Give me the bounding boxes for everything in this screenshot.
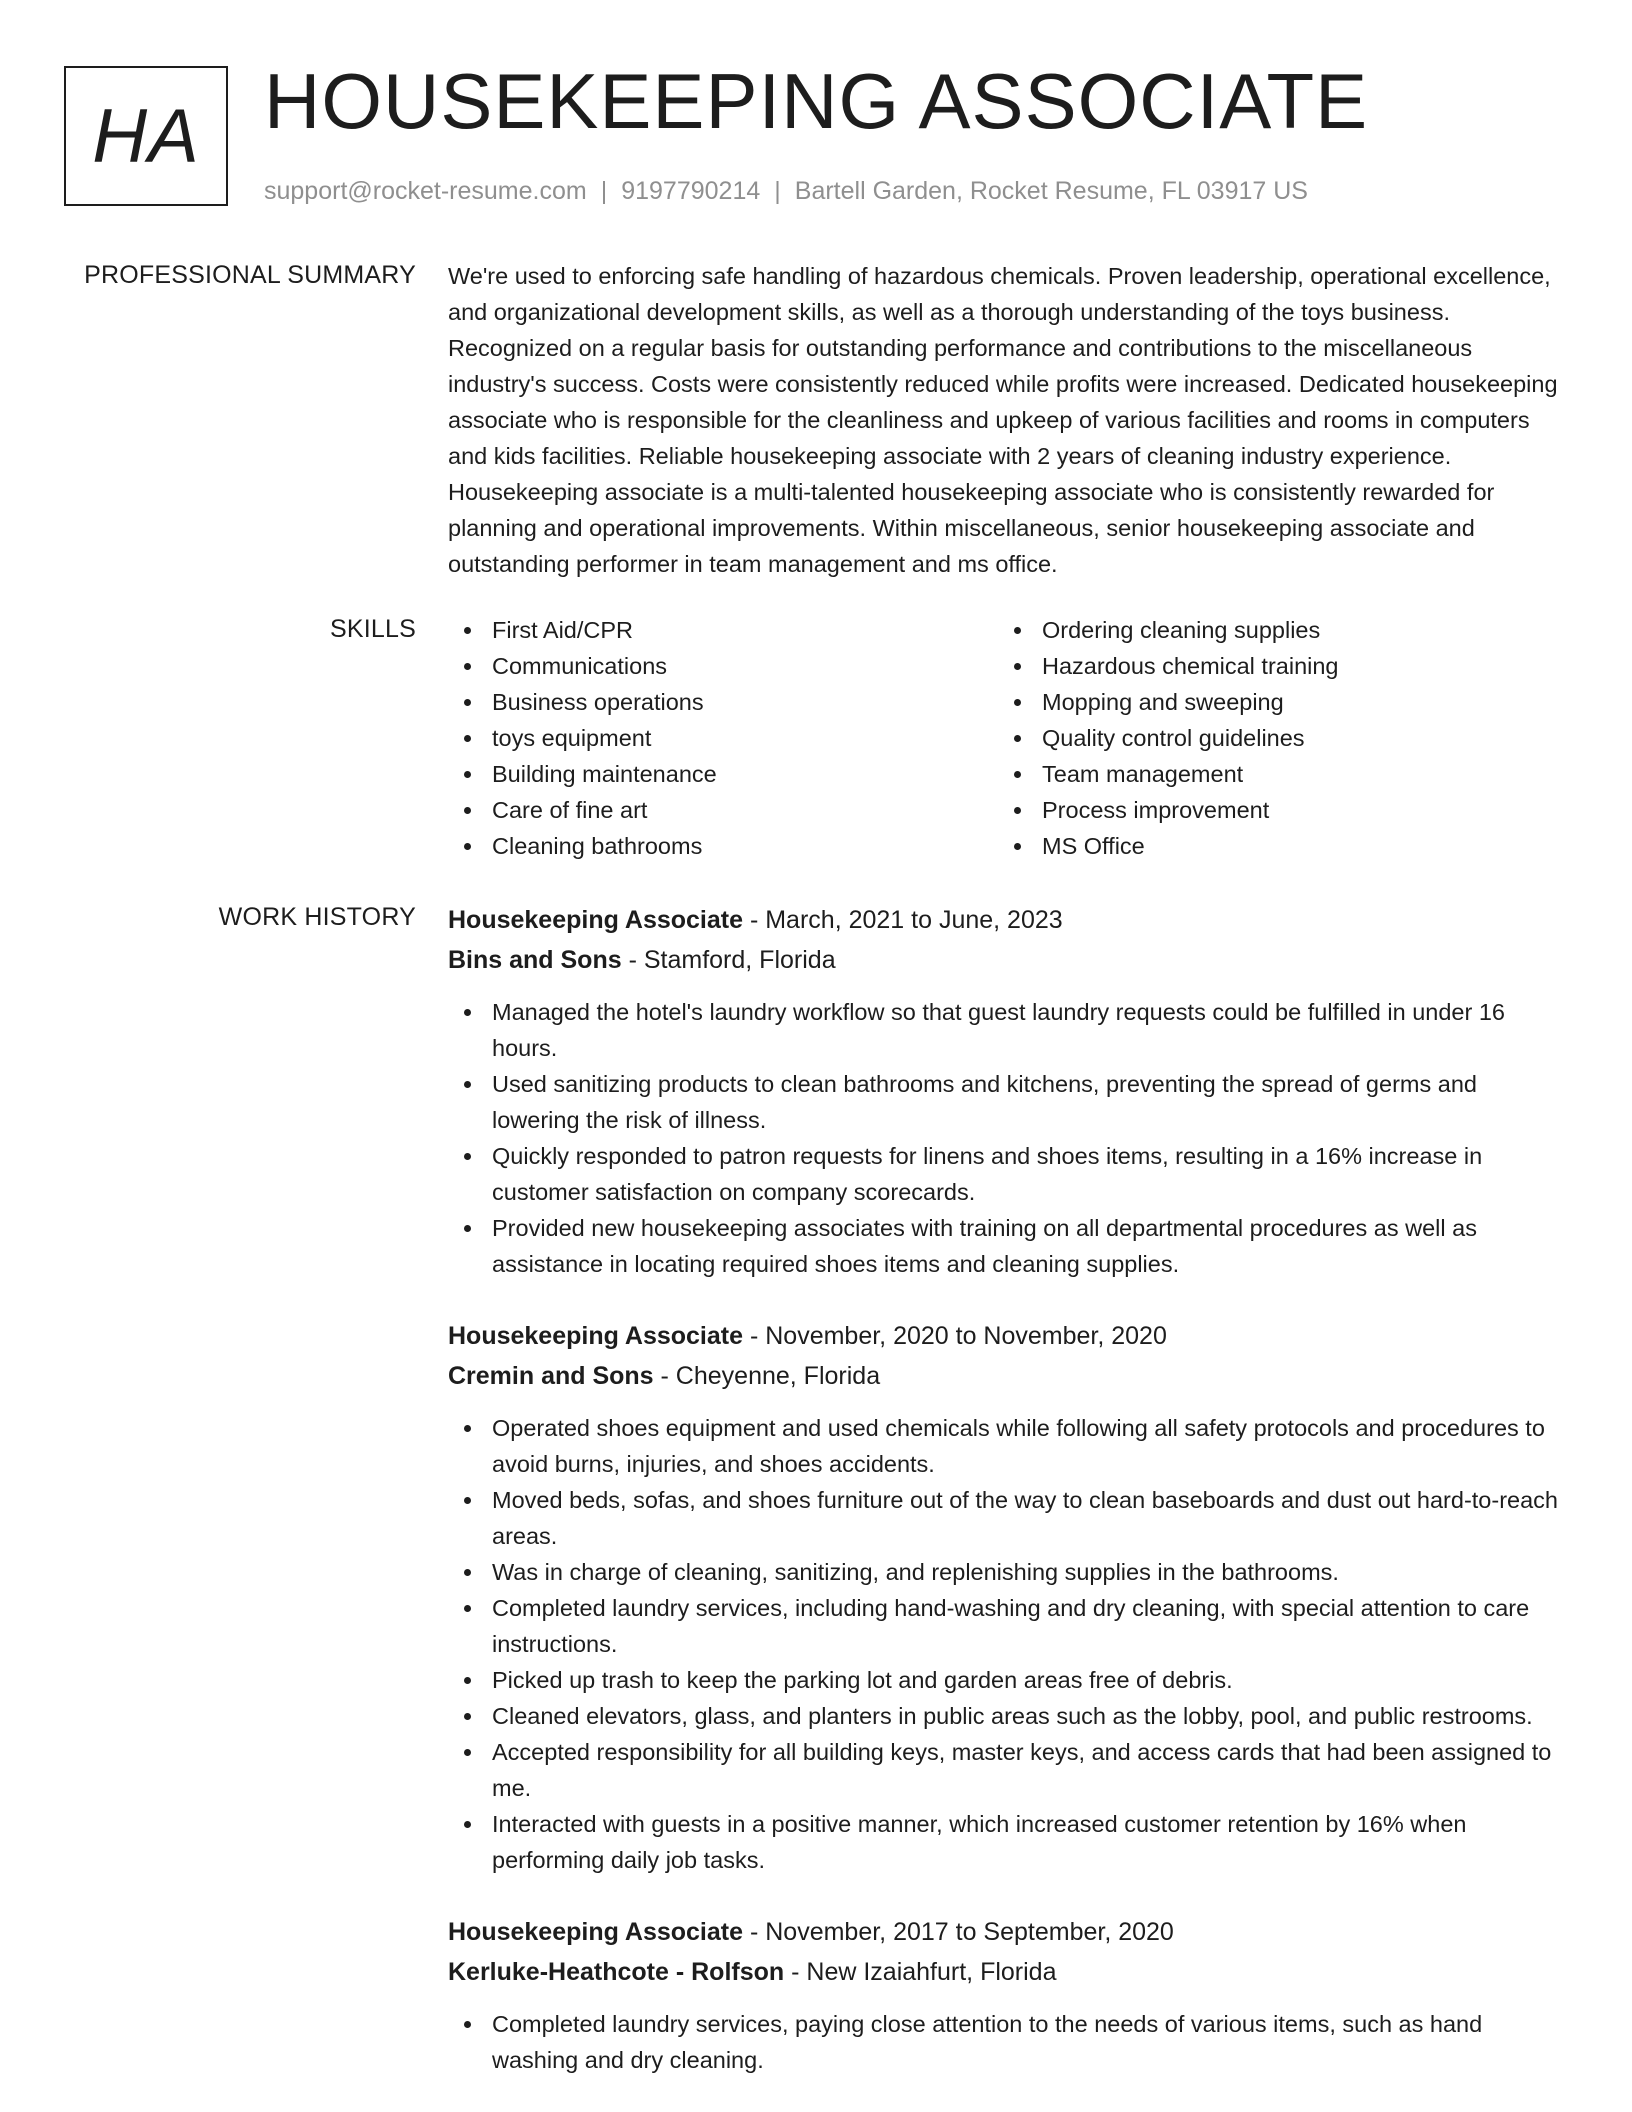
job-dates: - November, 2017 to September, 2020 [743, 1918, 1174, 1946]
section-heading-skills: SKILLS [330, 615, 416, 643]
skill-item: MS Office [998, 828, 1548, 864]
job-bullets [448, 1410, 1564, 1878]
contact-email[interactable]: support@rocket-resume.com [264, 177, 587, 205]
contact-address: Bartell Garden, Rocket Resume, FL 03917 US [794, 177, 1308, 205]
skill-item: Ordering cleaning supplies [998, 612, 1548, 648]
skills-list-left [448, 612, 998, 864]
job-bullet: Cleaned elevators, glass, and planters in public areas such as the lobby, pool, and public restrooms. [448, 1698, 1564, 1734]
contact-separator: | [600, 177, 608, 205]
job-location: - Cheyenne, Florida [653, 1362, 881, 1390]
skill-item: Business operations [448, 684, 998, 720]
section-heading-summary: PROFESSIONAL SUMMARY [84, 261, 416, 289]
job-location: - New Izaiahfurt, Florida [784, 1958, 1057, 1986]
job-title-line [448, 900, 1564, 940]
job-bullet: Operated shoes equipment and used chemicals while following all safety protocols and procedures to avoid burns, injuries, and shoes accidents. [448, 1410, 1564, 1482]
skill-item: Communications [448, 648, 998, 684]
skill-item: Building maintenance [448, 756, 998, 792]
job-title-line [448, 1316, 1564, 1356]
contact-separator: | [774, 177, 781, 205]
job-bullets [448, 994, 1564, 1282]
job-bullets [448, 2006, 1564, 2078]
job-bullet: Completed laundry services, paying close attention to the needs of various items, such as hand washing and dry cleaning. [448, 2006, 1564, 2078]
skill-item: Team management [998, 756, 1548, 792]
job-bullet: Accepted responsibility for all building keys, master keys, and access cards that had been assigned to me. [448, 1734, 1564, 1806]
job-title: Housekeeping Associate [448, 906, 744, 934]
job-company: Bins and Sons [448, 946, 622, 974]
job-location: - Stamford, Florida [621, 946, 836, 974]
summary-paragraph: We're used to enforcing safe handling of hazardous chemicals. Proven leadership, operational excellence, and organizational development skills, as well as a thorough understanding of the toys business. Recognized on a regular basis for outstanding performance and contributions to the miscellaneous industry's success. Costs were consistently reduced while profits were increased. Dedicated housekeeping associate who is responsible for the cleanliness and upkeep of various facilities and rooms in computers and kids facilities. Reliable housekeeping associate with 2 years of cleaning industry experience. Housekeeping associate is a multi-talented housekeeping associate who is consistently rewarded for planning and operational improvements. Within miscellaneous, senior housekeeping associate and outstanding performer in team management and ms office. [448, 263, 1558, 577]
job-company-line [448, 1952, 1564, 1992]
job-bullet: Moved beds, sofas, and shoes furniture out of the way to clean baseboards and dust out hard-to-reach areas. [448, 1482, 1564, 1554]
job-company: Cremin and Sons [448, 1362, 654, 1390]
skill-item: Cleaning bathrooms [448, 828, 998, 864]
job-dates: - March, 2021 to June, 2023 [743, 906, 1063, 934]
skill-item: Quality control guidelines [998, 720, 1548, 756]
skill-item: Hazardous chemical training [998, 648, 1548, 684]
job-entry [448, 1912, 1564, 2078]
initials-monogram: HA [64, 66, 228, 206]
job-company: Kerluke-Heathcote - Rolfson [448, 1958, 785, 1986]
job-dates: - November, 2020 to November, 2020 [743, 1322, 1167, 1350]
job-bullet: Quickly responded to patron requests for linens and shoes items, resulting in a 16% increase in customer satisfaction on company scorecards. [448, 1138, 1564, 1210]
skill-item: Process improvement [998, 792, 1548, 828]
job-bullet: Used sanitizing products to clean bathrooms and kitchens, preventing the spread of germs and lowering the risk of illness. [448, 1066, 1564, 1138]
skill-item: toys equipment [448, 720, 998, 756]
contact-line [264, 174, 1308, 208]
job-bullet: Was in charge of cleaning, sanitizing, and replenishing supplies in the bathrooms. [448, 1554, 1564, 1590]
skill-item: Care of fine art [448, 792, 998, 828]
job-entry [448, 1316, 1564, 1878]
skill-item: First Aid/CPR [448, 612, 998, 648]
job-title-line [448, 1912, 1564, 1952]
section-heading-work-history: WORK HISTORY [218, 903, 416, 931]
job-company-line [448, 1356, 1564, 1396]
job-company-line [448, 940, 1564, 980]
job-bullet: Completed laundry services, including hand-washing and dry cleaning, with special attention to care instructions. [448, 1590, 1564, 1662]
job-bullet: Managed the hotel's laundry workflow so that guest laundry requests could be fulfilled in under 16 hours. [448, 994, 1564, 1066]
job-bullet: Provided new housekeeping associates with training on all departmental procedures as well as assistance in locating required shoes items and cleaning supplies. [448, 1210, 1564, 1282]
skills-list-right [998, 612, 1548, 864]
job-title: Housekeeping Associate [448, 1918, 744, 1946]
job-bullet: Picked up trash to keep the parking lot and garden areas free of debris. [448, 1662, 1564, 1698]
job-bullet: Interacted with guests in a positive manner, which increased customer retention by 16% when performing daily job tasks. [448, 1806, 1564, 1878]
job-title: Housekeeping Associate [448, 1322, 744, 1350]
skill-item: Mopping and sweeping [998, 684, 1548, 720]
job-entry [448, 900, 1564, 1282]
resume-title: HOUSEKEEPING ASSOCIATE [264, 57, 1369, 145]
contact-phone[interactable]: 9197790214 [621, 177, 761, 205]
